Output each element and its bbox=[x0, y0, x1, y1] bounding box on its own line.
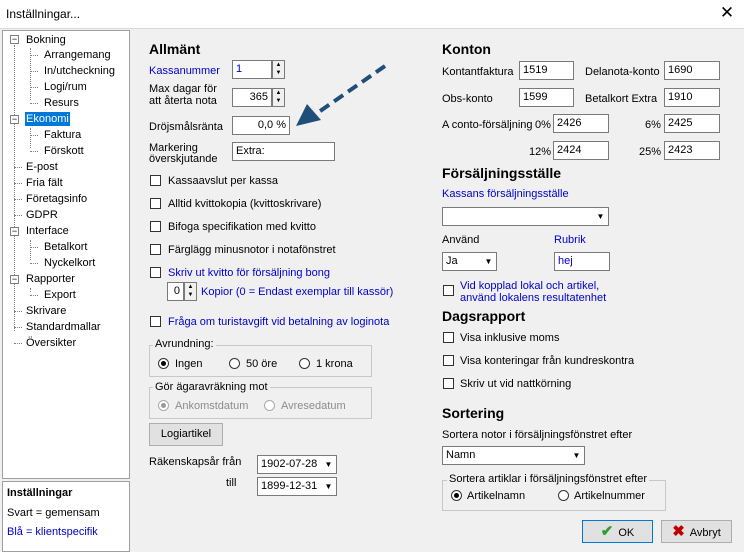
chevron-down-icon: ▼ bbox=[593, 208, 608, 225]
konton-heading: Konton bbox=[442, 41, 491, 57]
tree-item-skrivare[interactable]: Skrivare bbox=[26, 305, 67, 317]
sortera-artiklar-title: Sortera artiklar i försäljningsfönstret efter bbox=[449, 473, 648, 485]
collapse-toggle-icon[interactable]: − bbox=[11, 34, 18, 44]
betalkort-extra-input[interactable]: 1910 bbox=[664, 88, 720, 107]
konteringar-label: Visa konteringar från kundreskontra bbox=[460, 355, 635, 367]
tree-item-epost[interactable]: E-post bbox=[26, 161, 58, 173]
kassans-forsaljningsstalle-dropdown[interactable] bbox=[442, 207, 609, 226]
kassaavslut-checkbox[interactable] bbox=[150, 175, 161, 186]
aconto-12-input[interactable]: 2424 bbox=[553, 141, 609, 160]
tree-item-rapporter[interactable]: Rapporter bbox=[26, 273, 75, 285]
close-button[interactable]: ✕ bbox=[719, 3, 735, 22]
fargagg-minus-label: Färglägg minusnotor i notafönstret bbox=[168, 244, 336, 256]
allmant-heading: Allmänt bbox=[149, 41, 201, 57]
tree-item-resurs[interactable]: Resurs bbox=[44, 97, 79, 109]
ankomstdatum-radio[interactable] bbox=[158, 400, 169, 411]
tree-item-forskott[interactable]: Förskott bbox=[44, 145, 84, 157]
aconto-12-label: 12% bbox=[529, 146, 552, 158]
aconto-25-input[interactable]: 2423 bbox=[664, 141, 720, 160]
info-legend-black: Svart = gemensam bbox=[7, 507, 100, 519]
ok-label: OK bbox=[618, 527, 635, 539]
kontantfaktura-input[interactable]: 1519 bbox=[519, 61, 574, 80]
agaravrakning-title: Gör ägaravräkning mot bbox=[155, 381, 268, 393]
obs-konto-input[interactable]: 1599 bbox=[519, 88, 574, 107]
logiartikel-button[interactable]: Logiartikel bbox=[149, 423, 223, 446]
kassanummer-input[interactable]: 1 bbox=[232, 60, 272, 79]
bifoga-spec-checkbox[interactable] bbox=[150, 221, 161, 232]
sortering-heading: Sortering bbox=[442, 405, 505, 421]
info-title: Inställningar bbox=[7, 487, 73, 499]
avrundning-50ore-label: 50 öre bbox=[246, 358, 278, 370]
avbryt-button[interactable] bbox=[661, 520, 732, 543]
kopior-input[interactable]: 0 bbox=[167, 282, 184, 301]
tree-item-nyckelkort[interactable]: Nyckelkort bbox=[44, 257, 96, 269]
rakenskapsar-to-value: 1899-12-31 bbox=[261, 480, 318, 492]
avrundning-title: Avrundning: bbox=[155, 338, 214, 350]
tree-item-oversikter[interactable]: Översikter bbox=[26, 337, 77, 349]
avbryt-label: Avbryt bbox=[689, 527, 721, 539]
chevron-down-icon: ▼ bbox=[569, 447, 584, 464]
ok-button[interactable] bbox=[582, 520, 653, 543]
kopplad-lokal-checkbox[interactable] bbox=[443, 285, 454, 296]
kassanummer-label: Kassanummer bbox=[149, 65, 220, 77]
tree-item-standardmallar[interactable]: Standardmallar bbox=[26, 321, 101, 333]
ankomstdatum-label: Ankomstdatum bbox=[175, 400, 249, 412]
markering-label-line1: Markering bbox=[149, 142, 198, 154]
tree-item-ekonomi[interactable]: Ekonomi bbox=[26, 113, 69, 125]
rakenskapsar-to-dropdown[interactable] bbox=[257, 477, 337, 496]
avresedatum-radio[interactable] bbox=[264, 400, 275, 411]
kassanummer-spinner[interactable]: ▲ ▼ bbox=[272, 60, 285, 79]
tree-item-friafalt[interactable]: Fria fält bbox=[26, 177, 63, 189]
tree-item-inutcheckning[interactable]: In/utcheckning bbox=[44, 65, 115, 77]
kopior-spinner[interactable]: ▲ ▼ bbox=[184, 282, 197, 301]
markering-label-line2: överskjutande bbox=[149, 153, 218, 165]
tree-item-foretagsinfo[interactable]: Företagsinfo bbox=[26, 193, 88, 205]
maxdagar-spinner[interactable]: ▲ ▼ bbox=[272, 88, 285, 107]
cancel-x-icon: ✖ bbox=[672, 523, 685, 540]
maxdagar-label-line1: Max dagar för bbox=[149, 83, 217, 95]
aconto-label: A conto-försäljning bbox=[442, 119, 533, 131]
rakenskapsar-from-dropdown[interactable] bbox=[257, 455, 337, 474]
skriv-kvitto-bong-label: Skriv ut kvitto för försäljning bong bbox=[168, 267, 331, 279]
rakenskapsar-from-value: 1902-07-28 bbox=[261, 458, 318, 470]
kontantfaktura-label: Kontantfaktura bbox=[442, 66, 514, 78]
kassans-forsaljningsstalle-label: Kassans försäljningsställe bbox=[442, 188, 569, 200]
delanota-input[interactable]: 1690 bbox=[664, 61, 720, 80]
artikelnamn-label: Artikelnamn bbox=[467, 490, 526, 502]
avrundning-ingen-radio[interactable] bbox=[158, 358, 169, 369]
markering-input[interactable]: Extra: bbox=[232, 142, 335, 161]
nattkorning-checkbox[interactable] bbox=[443, 378, 454, 389]
kassaavslut-label: Kassaavslut per kassa bbox=[168, 175, 279, 187]
pointer-arrow-icon bbox=[291, 60, 391, 130]
info-panel bbox=[2, 481, 130, 552]
turistavgift-label: Fråga om turistavgift vid betalning av loginota bbox=[168, 316, 390, 328]
aconto-0-input[interactable]: 2426 bbox=[553, 114, 609, 133]
ekonomi-settings-panel bbox=[131, 30, 742, 550]
maxdagar-label-line2: att återta nota bbox=[149, 95, 217, 107]
tree-item-logirum[interactable]: Logi/rum bbox=[44, 81, 87, 93]
aconto-25-label: 25% bbox=[639, 146, 662, 158]
tree-item-arrangemang[interactable]: Arrangemang bbox=[44, 49, 111, 61]
info-legend-blue: Blå = klientspecifik bbox=[7, 526, 98, 538]
delanota-label: Delanota-konto bbox=[585, 66, 660, 78]
anvand-label: Använd bbox=[442, 234, 480, 246]
tree-item-bokning[interactable]: Bokning bbox=[26, 34, 66, 46]
rubrik-input[interactable]: hej bbox=[554, 252, 610, 271]
betalkort-extra-label: Betalkort Extra bbox=[585, 93, 658, 105]
sortera-notor-dropdown[interactable] bbox=[442, 446, 585, 465]
avrundning-ingen-label: Ingen bbox=[175, 358, 203, 370]
avrundning-1krona-label: 1 krona bbox=[316, 358, 353, 370]
avrundning-1krona-radio[interactable] bbox=[299, 358, 310, 369]
avresedatum-label: Avresedatum bbox=[281, 400, 346, 412]
dagsrapport-heading: Dagsrapport bbox=[442, 308, 526, 324]
aconto-6-label: 6% bbox=[645, 119, 661, 131]
drojsmalsranta-input[interactable]: 0,0 % bbox=[232, 116, 290, 135]
settings-tree bbox=[2, 30, 130, 479]
title-bar bbox=[0, 0, 744, 29]
anvand-dropdown[interactable] bbox=[442, 252, 497, 271]
sortera-notor-value: Namn bbox=[446, 449, 476, 461]
collapse-toggle-icon[interactable]: − bbox=[11, 274, 18, 284]
avrundning-50ore-radio[interactable] bbox=[229, 358, 240, 369]
inklusive-moms-label: Visa inklusive moms bbox=[460, 332, 560, 344]
kvittokopia-checkbox[interactable] bbox=[150, 198, 161, 209]
anvand-value: Ja bbox=[446, 255, 458, 267]
konteringar-checkbox[interactable] bbox=[443, 355, 454, 366]
drojsmalsranta-label: Dröjsmålsränta bbox=[149, 121, 223, 133]
sortera-notor-label: Sortera notor i försäljningsfönstret efter bbox=[442, 429, 633, 441]
aconto-0-label: 0% bbox=[535, 119, 551, 131]
inklusive-moms-checkbox[interactable] bbox=[443, 332, 454, 343]
chevron-down-icon: ▼ bbox=[321, 456, 336, 473]
maxdagar-input[interactable]: 365 bbox=[232, 88, 272, 107]
forsaljningsstalle-heading: Försäljningsställe bbox=[442, 165, 562, 181]
tree-item-interface[interactable]: Interface bbox=[26, 225, 69, 237]
artikelnamn-radio[interactable] bbox=[451, 490, 462, 501]
tree-item-faktura[interactable]: Faktura bbox=[44, 129, 82, 141]
tree-item-export[interactable]: Export bbox=[44, 289, 76, 301]
skriv-kvitto-bong-checkbox[interactable] bbox=[150, 267, 161, 278]
window-title: Inställningar... bbox=[6, 7, 81, 21]
fargagg-minus-checkbox[interactable] bbox=[150, 244, 161, 255]
collapse-toggle-icon[interactable]: − bbox=[11, 114, 18, 124]
checkmark-icon: ✔ bbox=[600, 523, 614, 540]
artikelnummer-radio[interactable] bbox=[558, 490, 569, 501]
rakenskapsar-label: Räkenskapsår från bbox=[149, 456, 242, 468]
collapse-toggle-icon[interactable]: − bbox=[11, 226, 18, 236]
kopior-label: Kopior (0 = Endast exemplar till kassör) bbox=[201, 286, 394, 298]
chevron-down-icon: ▼ bbox=[481, 253, 496, 270]
turistavgift-checkbox[interactable] bbox=[150, 316, 161, 327]
nattkorning-label: Skriv ut vid nattkörning bbox=[460, 378, 572, 390]
tree-item-betalkort[interactable]: Betalkort bbox=[44, 241, 88, 253]
obs-konto-label: Obs-konto bbox=[442, 93, 493, 105]
kopplad-lokal-label-line1: Vid kopplad lokal och artikel, bbox=[460, 280, 600, 292]
artikelnummer-label: Artikelnummer bbox=[574, 490, 645, 502]
tree-item-gdpr[interactable]: GDPR bbox=[26, 209, 58, 221]
bifoga-spec-label: Bifoga specifikation med kvitto bbox=[168, 221, 316, 233]
rubrik-label: Rubrik bbox=[554, 234, 586, 246]
aconto-6-input[interactable]: 2425 bbox=[664, 114, 720, 133]
till-label: till bbox=[226, 477, 237, 489]
chevron-down-icon: ▼ bbox=[321, 478, 336, 495]
kopplad-lokal-label-line2: använd lokalens resultatenhet bbox=[460, 292, 607, 304]
kvittokopia-label: Alltid kvittokopia (kvittoskrivare) bbox=[168, 198, 322, 210]
